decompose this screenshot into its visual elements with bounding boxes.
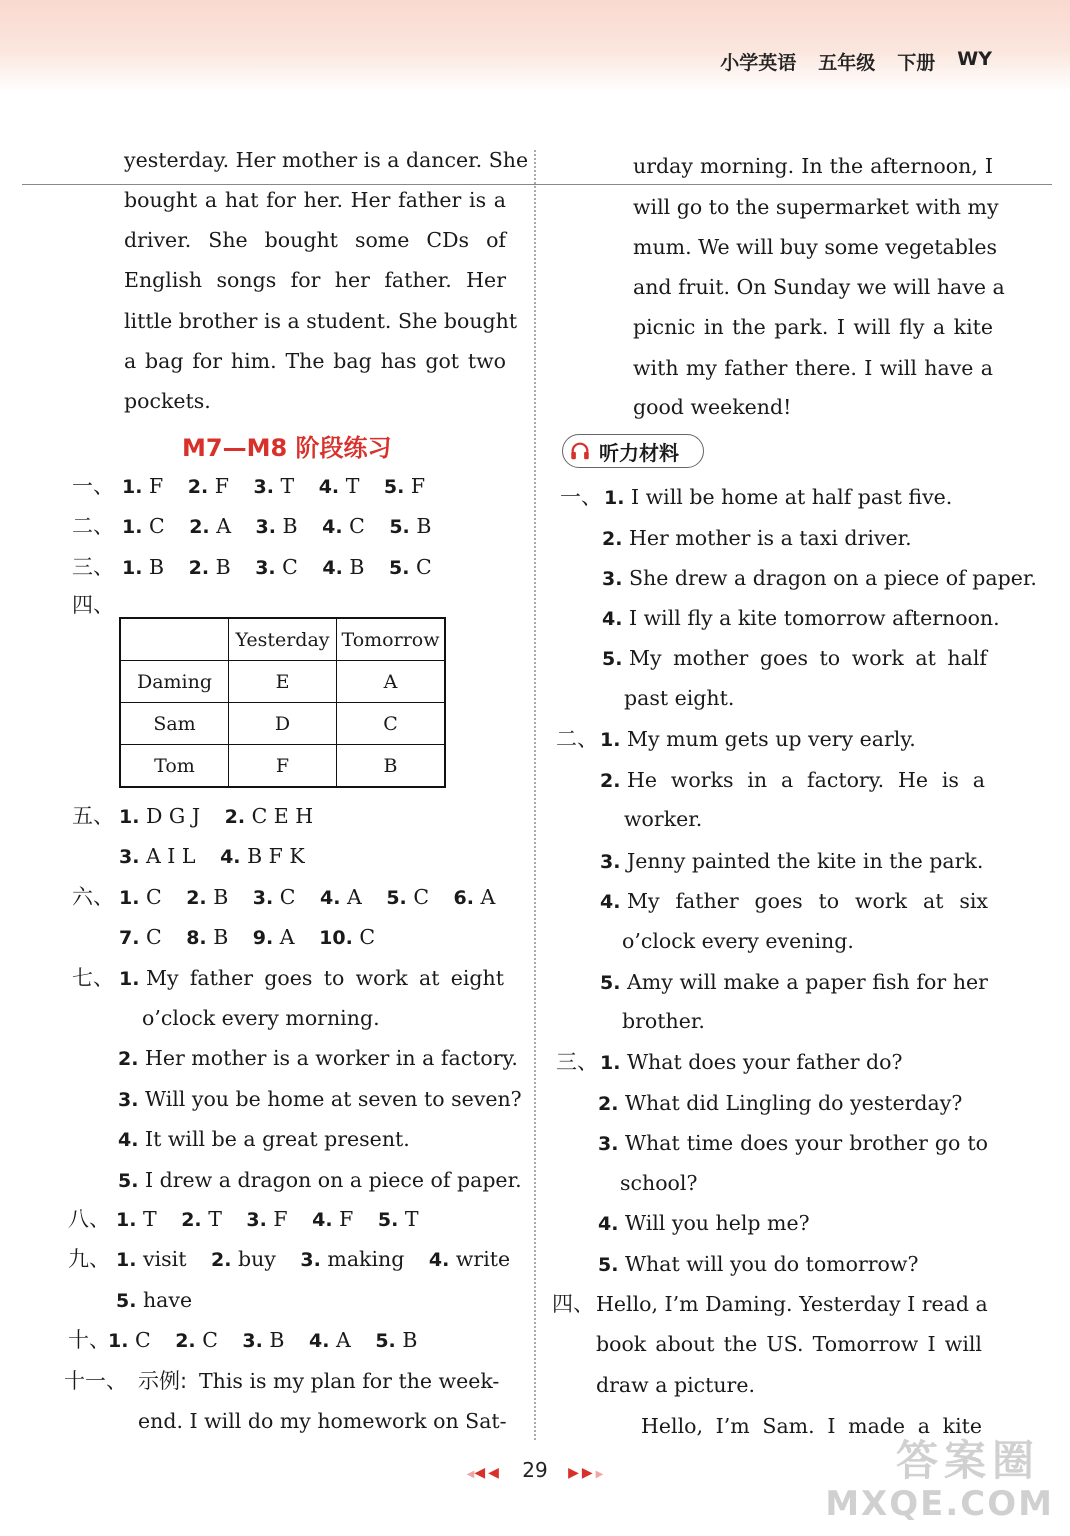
listening-item: 3. Jenny painted the kite in the park. [600,849,984,873]
answer-sentence: o’clock every morning. [142,1006,380,1030]
answer-row: 1. D G J 2. C E H [119,804,314,828]
answer-row: 1. B 2. B 3. C 4. B 5. C [122,555,432,579]
answer-table [119,617,446,788]
table-cell: F [229,745,337,788]
right-passage-line: good weekend! [633,395,792,419]
listening-item: 1. My mum gets up very early. [600,727,916,751]
left-passage-line: little brother is a student. She bought [124,309,518,333]
answer-row: 1. C 2. A 3. B 4. C 5. B [122,514,432,538]
section-label: 十、 [68,1328,110,1352]
listening-item: worker. [624,807,703,831]
table-header-cell: Tomorrow [337,618,446,661]
headphones-icon [569,440,591,462]
listening-line: Hello, I’m Daming. Yesterday I read a [596,1292,988,1316]
listening-item: 2. Her mother is a taxi driver. [602,526,912,550]
watermark-text: MXQE.COM [825,1484,1054,1524]
listening-item: 1. What does your father do? [600,1050,903,1074]
column-divider [534,150,536,1440]
listening-item: school? [620,1171,698,1195]
header-grade: 五年级 [818,52,876,74]
section-label: 四、 [72,593,114,617]
listening-item: 4. I will fly a kite tomorrow afternoon. [602,606,1000,630]
listening-item: 5. What will you do tomorrow? [598,1252,919,1276]
answer-row: 1. C 2. B 3. C 4. A 5. C 6. A [119,885,496,909]
answer-row: 1. F 2. F 3. T 4. T 5. F [122,474,426,498]
section-label: 十一、 [64,1369,127,1393]
section-label: 二、 [72,514,114,538]
example-prefix: 示例: [138,1369,188,1393]
section-title: M7—M8 阶段练习 [182,434,392,462]
header-subject: 小学英语 [720,52,797,74]
listening-item: 3. What time does your brother go to [598,1131,988,1155]
listening-item: brother. [622,1009,705,1033]
table-cell: B [337,745,446,788]
left-passage-line: English songs for her father. Her [124,268,506,292]
header-rule [22,184,1052,185]
answer-row: 1. visit 2. buy 3. making 4. write [116,1247,511,1271]
listening-item: 3. She drew a dragon on a piece of paper. [602,566,1037,590]
running-header [720,48,992,75]
table-row [120,745,445,788]
listening-line: book about the US. Tomorrow I will [596,1332,982,1356]
answer-row: 5. have [116,1288,193,1312]
left-passage-line: bought a hat for her. Her father is a [124,188,506,212]
answer-sentence: 1. My father goes to work at eight [119,966,504,990]
table-row [120,703,445,745]
answer-row: 7. C 8. B 9. A 10. C [119,925,376,949]
table-cell: E [229,661,337,703]
header-volume: 下册 [897,52,936,74]
listening-badge [562,434,704,468]
left-passage-line: pockets. [124,389,211,413]
listening-line: Hello, I’m Sam. I made a kite [641,1414,982,1438]
listening-item: 2. He works in a factory. He is a [600,768,985,792]
example-line: This is my plan for the week- [199,1369,500,1393]
next-arrow-icon: ▶ [595,1469,604,1480]
listening-item: past eight. [624,686,735,710]
section-label: 三、 [556,1050,598,1074]
listening-title: 听力材料 [599,440,679,465]
left-passage-line: driver. She bought some CDs of [124,228,506,252]
listening-item: 5. My mother goes to work at half [602,646,987,670]
example-line: end. I will do my homework on Sat- [138,1409,507,1433]
table-cell: A [337,661,446,703]
section-label: 四、 [552,1292,594,1316]
right-passage-line: mum. We will buy some vegetables [633,235,998,259]
answer-sentence: 3. Will you be home at seven to seven? [118,1087,522,1111]
listening-item: 5. Amy will make a paper fish for her [600,970,988,994]
right-passage-line: and fruit. On Sunday we will have a [633,275,1005,299]
listening-item: 1. I will be home at half past five. [604,485,953,509]
table-cell: Sam [120,703,229,745]
section-label: 八、 [68,1207,110,1231]
answer-sentence: 2. Her mother is a worker in a factory. [118,1046,518,1070]
table-header-cell [120,618,229,661]
right-passage-line: with my father there. I will have a [633,356,993,380]
prev-arrow-icon: ◀ [466,1469,475,1480]
answer-row: 1. T 2. T 3. F 4. F 5. T [116,1207,419,1231]
listening-item: o’clock every evening. [622,929,854,953]
answer-sentence: 4. It will be a great present. [118,1127,410,1151]
watermark-text: 答案圈 [895,1436,1040,1485]
header-edition: WY [957,48,992,70]
right-passage-line: picnic in the park. I will fly a kite [633,315,993,339]
listening-item: 4. Will you help me? [598,1211,810,1235]
section-label: 一、 [560,485,602,509]
answer-sentence: 5. I drew a dragon on a piece of paper. [118,1168,522,1192]
section-label: 七、 [72,966,114,990]
next-arrow-icon: ▶▶ [568,1465,596,1481]
header-band [0,0,1070,92]
section-label: 三、 [72,555,114,579]
answer-row: 1. C 2. C 3. B 4. A 5. B [108,1328,418,1352]
section-label: 二、 [556,727,598,751]
section-label: 六、 [72,885,114,909]
left-passage-line: a bag for him. The bag has got two [124,349,506,373]
table-cell: Tom [120,745,229,788]
section-label: 五、 [72,804,114,828]
table-cell: C [337,703,446,745]
listening-line: draw a picture. [596,1373,755,1397]
listening-item: 2. What did Lingling do yesterday? [598,1091,963,1115]
table-cell: D [229,703,337,745]
prev-arrow-icon: ◀◀ [474,1465,502,1481]
page-number: 29 [522,1458,548,1482]
watermark [825,1428,1060,1532]
table-header-cell: Yesterday [229,618,337,661]
right-passage-line: urday morning. In the afternoon, I [633,154,993,178]
answer-row: 3. A I L 4. B F K [119,844,305,868]
listening-item: 4. My father goes to work at six [600,889,988,913]
left-passage-line: yesterday. Her mother is a dancer. She [124,148,529,172]
right-passage-line: will go to the supermarket with my [633,195,999,219]
table-row [120,661,445,703]
table-cell: Daming [120,661,229,703]
section-label: 九、 [68,1247,110,1271]
section-label: 一、 [72,474,114,498]
